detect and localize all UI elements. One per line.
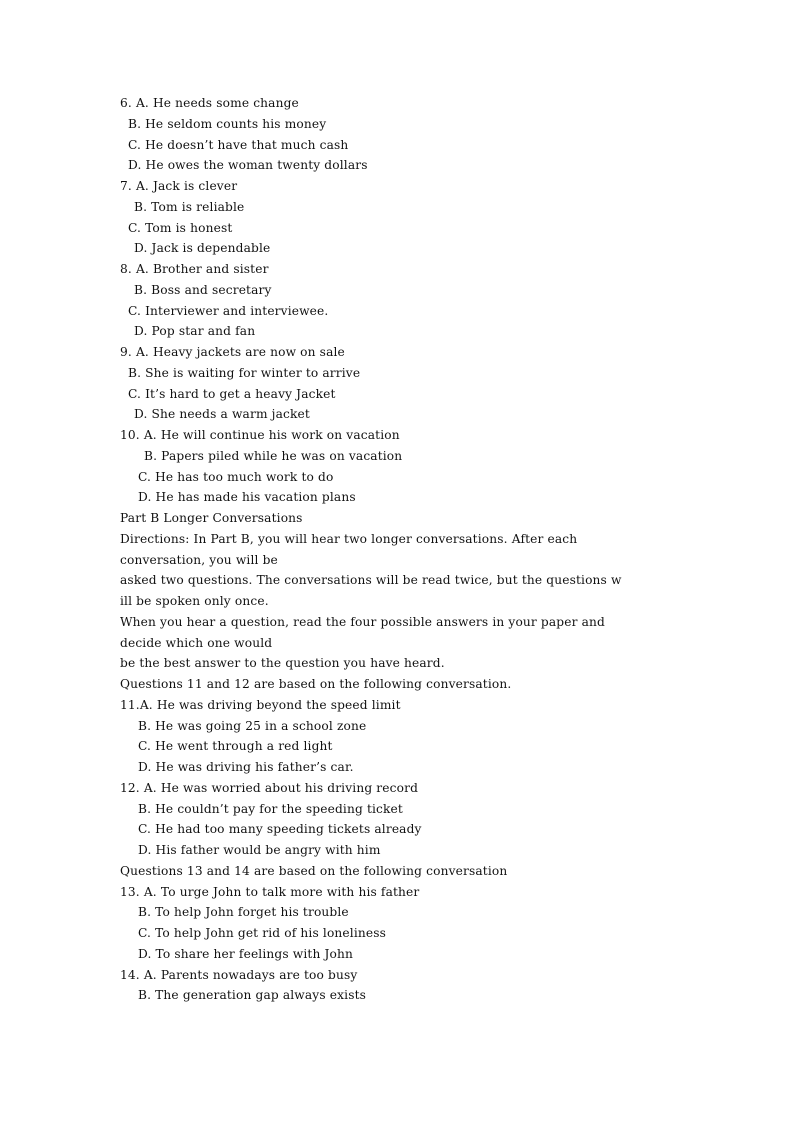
text-line: D. Jack is dependable (134, 241, 271, 256)
text-line: B. He seldom counts his money (128, 116, 327, 131)
text-line: B. Papers piled while he was on vacation (144, 448, 403, 463)
text-line: B. He couldn’t pay for the speeding ticket (138, 801, 403, 816)
text-line: C. He has too much work to do (138, 469, 334, 484)
text-line: 9. A. Heavy jackets are now on sale (120, 345, 345, 359)
text-line: B. To help John forget his trouble (138, 905, 349, 920)
text-line: be the best answer to the question you have heard. (120, 656, 445, 671)
text-line: 10. A. He will continue his work on vacation (120, 428, 400, 442)
text-line: B. He was going 25 in a school zone (138, 718, 367, 733)
text-line: 7. A. Jack is clever (120, 179, 238, 193)
text-line: D. He owes the woman twenty dollars (128, 158, 368, 173)
text-line: When you hear a question, read the four possible answers in your paper and (120, 614, 605, 629)
text-line: 12. A. He was worried about his driving record (120, 780, 419, 795)
text-line: B. The generation gap always exists (138, 988, 367, 1003)
text-line: B. She is waiting for winter to arrive (128, 365, 361, 380)
document-page (0, 93, 794, 1006)
text-line: Directions: In Part B, you will hear two longer conversations. After each (120, 531, 578, 546)
text-line: C. He doesn’t have that much cash (128, 137, 349, 152)
text-line: 6. A. He needs some change (120, 96, 299, 110)
text-line: C. He had too many speeding tickets already (138, 822, 422, 837)
text-line: B. Boss and secretary (134, 282, 272, 297)
text-line: ill be spoken only once. (120, 594, 269, 608)
text-line: asked two questions. The conversations will be read twice, but the questions w (120, 573, 622, 588)
text-line: D. Pop star and fan (134, 324, 256, 339)
text-line: Part B Longer Conversations (120, 511, 303, 525)
text-line: D. His father would be angry with him (138, 843, 381, 857)
text-line: C. To help John get rid of his loneliness (138, 926, 387, 940)
text-line: D. He was driving his father’s car. (138, 760, 354, 774)
text-line: C. Interviewer and interviewee. (128, 303, 329, 318)
text-line: 11.A. He was driving beyond the speed limit (120, 697, 401, 712)
text-line: conversation, you will be (120, 552, 278, 567)
text-line: D. To share her feelings with John (138, 946, 354, 961)
text-line: D. He has made his vacation plans (138, 490, 356, 505)
text-line: C. Tom is honest (128, 220, 233, 235)
text-line: 13. A. To urge John to talk more with his father (120, 884, 420, 899)
text-line: B. Tom is reliable (134, 199, 245, 214)
text-line: Questions 11 and 12 are based on the following conversation. (120, 677, 512, 691)
text-line: C. It’s hard to get a heavy Jacket (128, 386, 336, 401)
text-line: Questions 13 and 14 are based on the following conversation (120, 863, 508, 878)
text-line: D. She needs a warm jacket (134, 407, 310, 422)
text-line: C. He went through a red light (138, 739, 333, 754)
text-line: 8. A. Brother and sister (120, 262, 269, 276)
text-line: 14. A. Parents nowadays are too busy (120, 967, 358, 982)
text-line: decide which one would (120, 635, 273, 650)
